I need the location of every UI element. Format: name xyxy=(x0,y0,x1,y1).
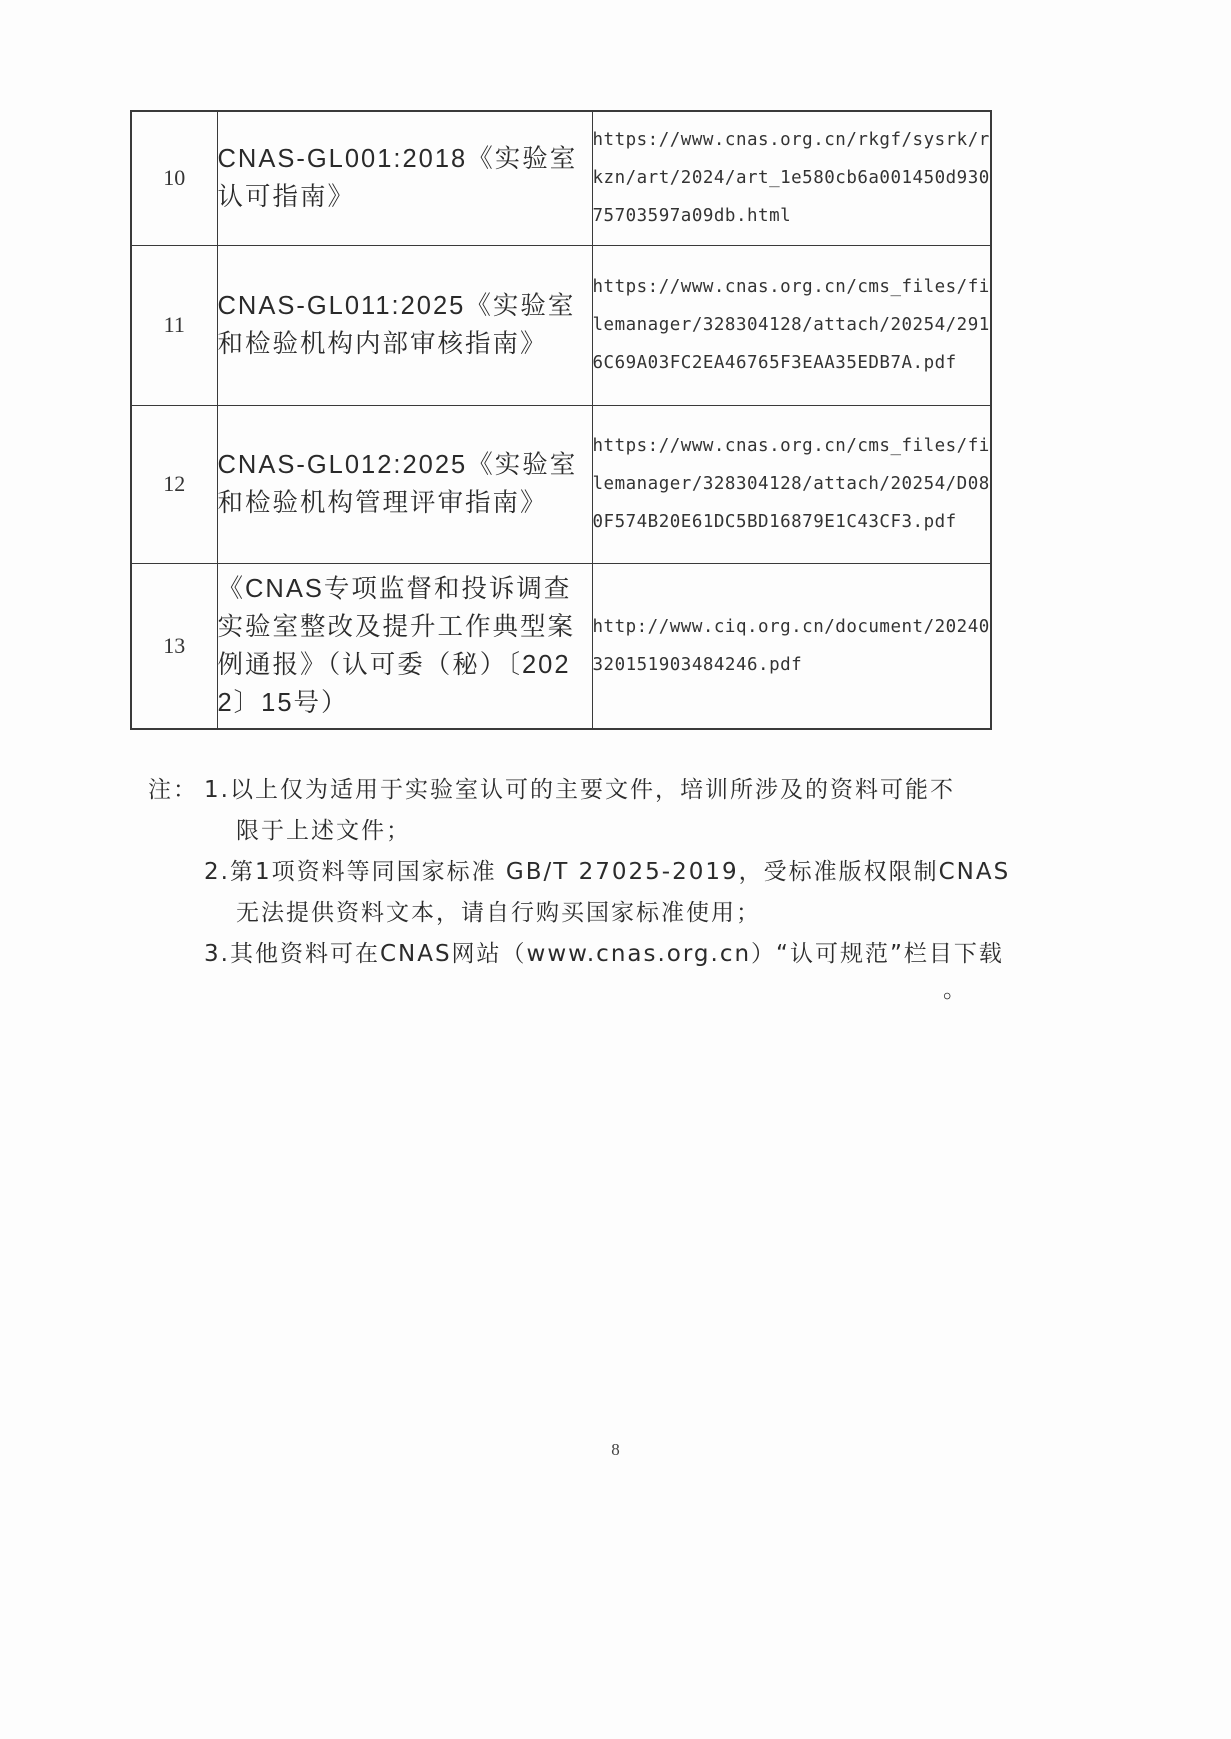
row-number: 11 xyxy=(131,245,217,405)
note-continuation: 。 xyxy=(943,977,968,1003)
table-row xyxy=(131,245,991,405)
reference-table xyxy=(130,110,992,730)
note-item xyxy=(148,934,1004,975)
row-number: 13 xyxy=(131,563,217,729)
document-title: CNAS-GL011:2025《实验室和检验机构内部审核指南》 xyxy=(217,245,592,405)
note-text: 1.以上仅为适用于实验室认可的主要文件，培训所涉及的资料可能不 xyxy=(204,777,955,803)
note-text: 2.第1项资料等同国家标准 GB/T 27025-2019，受标准版权限制CNAS xyxy=(204,859,1011,885)
page-number: 8 xyxy=(611,1440,620,1459)
document-url[interactable]: https://www.cnas.org.cn/cms_files/filemanager/328304128/attach/20254/D080F574B20E61DC5BD16879E1C43CF3.pdf xyxy=(592,405,991,563)
document-url[interactable]: https://www.cnas.org.cn/rkgf/sysrk/rkzn/art/2024/art_1e580cb6a001450d93075703597a09db.html xyxy=(592,111,991,245)
row-number: 10 xyxy=(131,111,217,245)
notes-label: 注： xyxy=(148,777,198,803)
document-url[interactable]: https://www.cnas.org.cn/cms_files/filemanager/328304128/attach/20254/2916C69A03FC2EA46765F3EAA35EDB7A.pdf xyxy=(592,245,991,405)
note-item xyxy=(148,770,998,811)
table-row xyxy=(131,111,991,245)
row-number: 12 xyxy=(131,405,217,563)
note-item xyxy=(148,852,1011,893)
document-title: 《CNAS专项监督和投诉调查实验室整改及提升工作典型案例通报》（认可委（秘）〔2022〕15号） xyxy=(217,563,592,729)
note-text: 3.其他资料可在CNAS网站（www.cnas.org.cn）“认可规范”栏目下载 xyxy=(204,941,1004,967)
note-continuation: 无法提供资料文本，请自行购买国家标准使用； xyxy=(236,900,761,926)
table-row xyxy=(131,563,991,729)
notes-section xyxy=(148,770,1011,1005)
table-row xyxy=(131,405,991,563)
document-title: CNAS-GL001:2018《实验室认可指南》 xyxy=(217,111,592,245)
document-title: CNAS-GL012:2025《实验室和检验机构管理评审指南》 xyxy=(217,405,592,563)
note-continuation: 限于上述文件； xyxy=(236,818,411,844)
document-url[interactable]: http://www.ciq.org.cn/document/20240320151903484246.pdf xyxy=(592,563,991,729)
